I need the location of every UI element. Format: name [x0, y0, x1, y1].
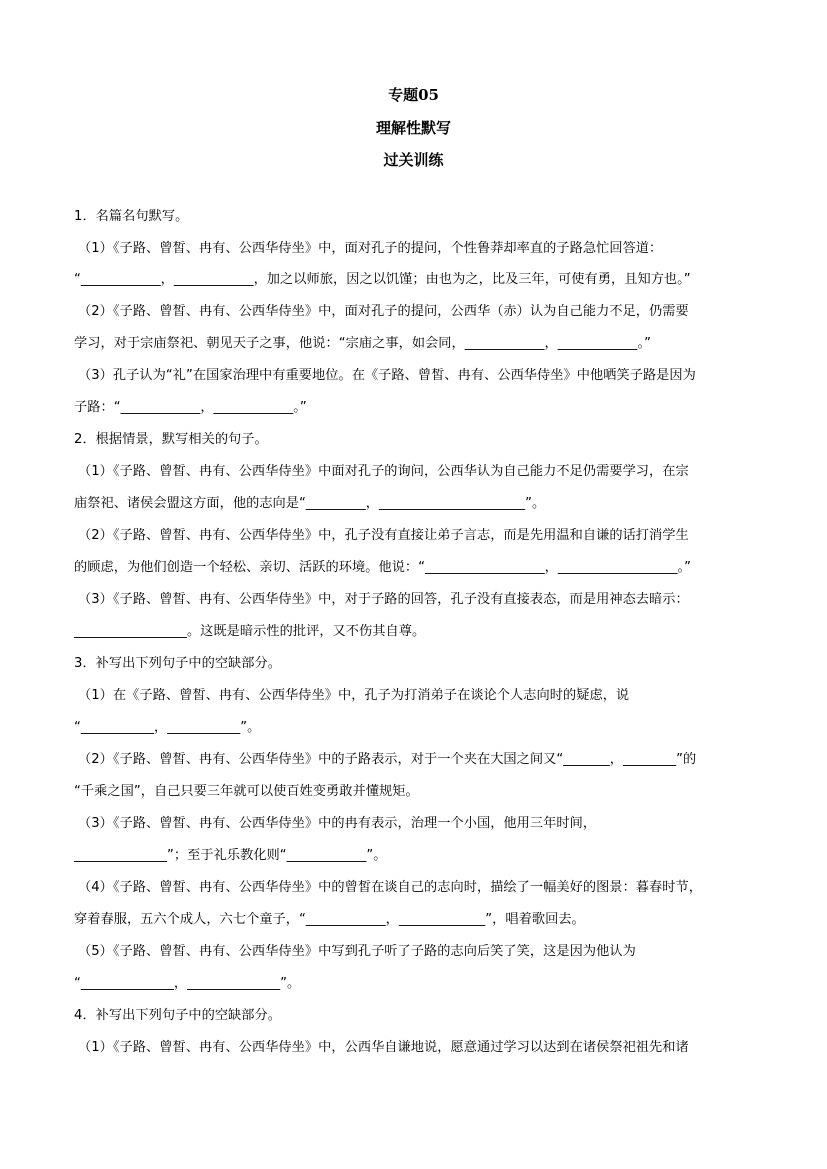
text-line: 学习，对于宗庙祭祀、朝见天子之事，他说：“宗庙之事，如会同，____________，____________。”	[74, 336, 651, 351]
text-line: （1）《子路、曾皙、冉有、公西华侍坐》中，公西华自谦地说，愿意通过学习以达到在诸侯祭祀祖先和诸	[78, 1040, 689, 1055]
text-line: （3）《子路、曾皙、冉有、公西华侍坐》中，对于子路的回答，孔子没有直接表态，而是用神态去暗示：	[78, 592, 689, 607]
text-line: （2）《子路、曾皙、冉有、公西华侍坐》中，面对孔子的提问，公西华（赤）认为自己能力不足，仍需要	[78, 304, 689, 319]
text-line: “____________，____________，加之以师旅，因之以饥馑；由也为之，比及三年，可使有勇，且知方也。”	[74, 272, 691, 287]
text-line: 2．根据情景，默写相关的句子。	[74, 432, 268, 447]
text-line: ______________”；至于礼乐教化则“____________”。	[74, 848, 387, 863]
text-line: 庙祭祀、诸侯会盟这方面，他的志向是“_________，______________________”。	[74, 496, 546, 511]
text-line: 1．名篇名句默写。	[74, 209, 189, 224]
text-line: （1）《子路、曾皙、冉有、公西华侍坐》中面对孔子的询问，公西华认为自己能力不足仍需要学习，在宗	[78, 464, 689, 479]
text-line: _________________。这既是暗示性的批评，又不伤其自尊。	[74, 624, 426, 639]
section-title: 理解性默写	[375, 119, 451, 137]
topic-title: 专题05	[388, 86, 439, 104]
text-line: 4．补写出下列句子中的空缺部分。	[74, 1008, 282, 1023]
text-line: 3．补写出下列句子中的空缺部分。	[74, 656, 282, 671]
text-line: （2）《子路、曾皙、冉有、公西华侍坐》中，孔子没有直接让弟子言志，而是先用温和自谦的话打消学生	[78, 528, 689, 543]
text-line: （4）《子路、曾皙、冉有、公西华侍坐》中的曾皙在谈自己的志向时，描绘了一幅美好的图景：暮春时节，	[78, 880, 702, 895]
text-line: （1）《子路、曾皙、冉有、公西华侍坐》中，面对孔子的提问，个性鲁莽却率直的子路急忙回答道：	[78, 241, 663, 256]
text-line: “___________，___________”。	[74, 720, 261, 735]
text-line: （3）《子路、曾皙、冉有、公西华侍坐》中的冉有表示，治理一个小国，他用三年时间，	[78, 816, 597, 831]
text-line: （5）《子路、曾皙、冉有、公西华侍坐》中写到孔子听了子路的志向后笑了笑，这是因为他认为	[78, 944, 636, 959]
text-line: “______________，______________”。	[74, 976, 301, 991]
text-line: （2）《子路、曾皙、冉有、公西华侍坐》中的子路表示，对于一个夹在大国之间又“_______，________”的	[78, 752, 697, 767]
text-line: （1）在《子路、曾皙、冉有、公西华侍坐》中，孔子为打消弟子在谈论个人志向时的疑虑，说	[78, 688, 630, 703]
text-line: 的顾虑，为他们创造一个轻松、亲切、活跃的环境。他说：“__________________，__________________。”	[74, 560, 691, 575]
text-line: “千乘之国”，自己只要三年就可以使百姓变勇敢并懂规矩。	[74, 784, 419, 799]
text-line: （3）孔子认为“礼”在国家治理中有重要地位。在《子路、曾皙、冉有、公西华侍坐》中他哂笑子路是因为	[78, 368, 696, 383]
text-line: 穿着春服，五六个成人，六七个童子，“____________，_____________”，唱着歌回去。	[74, 912, 585, 927]
text-line: 子路：“____________，____________。”	[74, 400, 307, 415]
subsection-title: 过关训练	[383, 151, 444, 169]
